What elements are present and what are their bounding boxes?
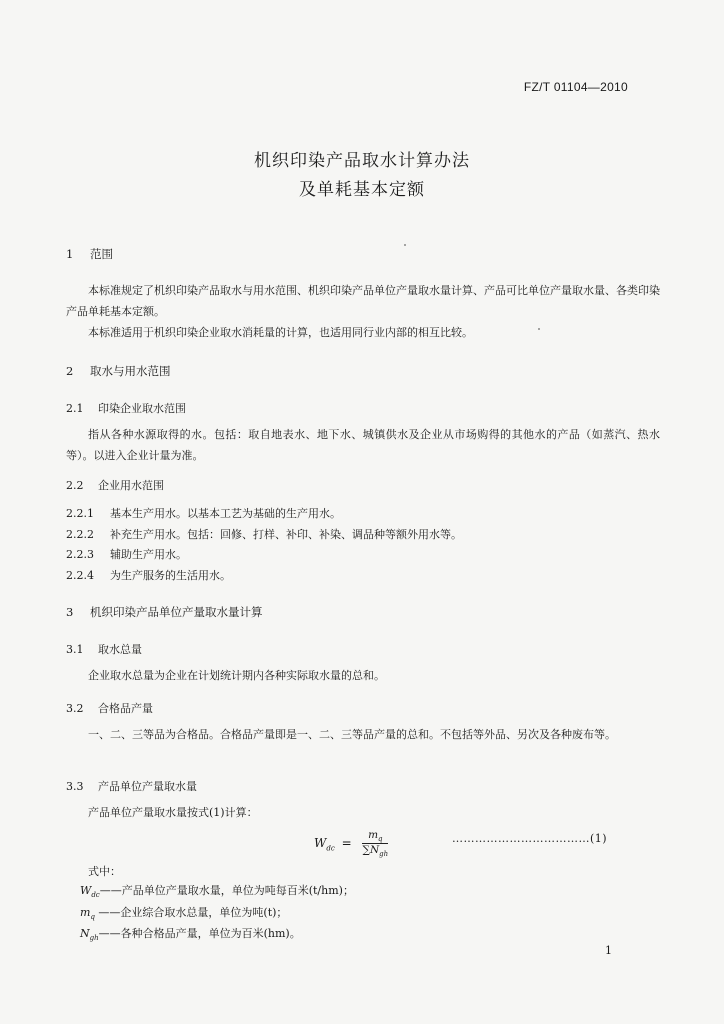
section-number: 3.1 [66,643,84,656]
list-item [66,567,231,583]
variable-description: ——产品单位产量取水量，单位为吨每百米(t/hm)； [99,884,354,897]
section-title: 企业用水范围 [98,479,164,492]
section-title: 范围 [90,247,113,261]
section-2-2-heading [66,477,164,493]
item-text: 辅助生产用水。 [110,548,187,561]
section-title: 产品单位产量取水量 [98,780,197,793]
section-number: 3.2 [66,702,84,715]
section-1-paragraph-1: 本标准规定了机织印染产品取水与用水范围、机织印染产品单位产量取水量计算、产品可比单位产量取水量、各类印染产品单耗基本定额。 [66,284,660,318]
scan-speck [538,328,540,330]
section-number: 2 [66,364,74,378]
section-number: 1 [66,247,74,261]
section-title: 合格品产量 [98,702,153,715]
variable-definition: $m_q$ ——企业综合取水总量，单位为吨(t)； [80,906,288,922]
formula-intro: 产品单位产量取水量按式(1)计算： [88,806,258,819]
standard-number: FZ/T 01104—2010 [523,80,628,94]
formula-1 [314,829,388,858]
formula-equals: = [341,836,352,851]
formula-denominator: $\sum N_{gh}$ [362,844,389,859]
section-3-3-heading [66,778,197,794]
scan-speck [404,244,406,246]
where-label: 式中： [88,865,121,878]
section-1-heading [66,246,113,262]
section-3-1-heading [66,641,142,657]
section-title: 取水总量 [98,643,142,656]
item-text: 补充生产用水。包括：回修、打样、补印、补染、调品种等额外用水等。 [110,528,462,541]
list-item [66,526,462,542]
section-title: 印染企业取水范围 [98,402,186,415]
formula-lhs: W [314,836,327,851]
variable-definition: $W_{dc}——$产品单位产量取水量，单位为吨每百米(t/hm)； [80,884,354,900]
document-title-line2: 及单耗基本定额 [299,180,425,200]
section-3-1-paragraph: 企业取水总量为企业在计划统计期内各种实际取水量的总和。 [88,669,385,682]
section-number: 2.1 [66,402,84,415]
section-2-1-paragraph: 指从各种水源取得的水。包括：取自地表水、地下水、城镇供水及企业从市场购得的其他水的产品（如蒸汽、热水等）。以进入企业计量为准。 [66,428,660,462]
section-2-heading [66,363,171,379]
variable-description: ——企业综合取水总量，单位为吨(t)； [94,906,288,919]
section-number: 2.2 [66,479,84,492]
item-text: 基本生产用水。以基本工艺为基础的生产用水。 [110,507,341,520]
list-item [66,505,341,521]
variable-description: ——各种合格品产量，单位为百米(hm)。 [98,927,301,940]
section-3-2-paragraph: 一、二、三等品为合格品。合格品产量即是一、二、三等品产量的总和。不包括等外品、另次及各种废布等。 [88,728,616,741]
formula-lhs-subscript: dc [326,844,335,853]
formula-fraction [362,829,388,858]
variable-symbol: N [80,927,90,940]
variable-symbol: m [80,906,91,919]
section-number: 3 [66,605,74,619]
list-item [66,546,187,562]
section-2-1-heading [66,400,186,416]
formula-number: ………………………………(1) [452,832,608,845]
item-text: 为生产服务的生活用水。 [110,569,231,582]
section-number: 3.3 [66,780,84,793]
formula-numerator: $m_q$ [362,829,388,844]
item-number: 2.2.3 [66,548,94,561]
page-number: 1 [605,944,612,957]
item-number: 2.2.1 [66,507,94,520]
document-title-line1: 机织印染产品取水计算办法 [254,151,470,171]
item-number: 2.2.2 [66,528,94,541]
item-number: 2.2.4 [66,569,94,582]
variable-definition: $N_{gh}——$各种合格品产量，单位为百米(hm)。 [80,927,301,943]
variable-symbol: W [80,884,92,897]
section-title: 机织印染产品单位产量取水量计算 [90,605,263,619]
section-3-2-heading [66,700,153,716]
section-title: 取水与用水范围 [90,364,171,378]
section-1-paragraph-2: 本标准适用于机织印染企业取水消耗量的计算，也适用同行业内部的相互比较。 [88,326,473,339]
section-3-heading [66,604,263,620]
